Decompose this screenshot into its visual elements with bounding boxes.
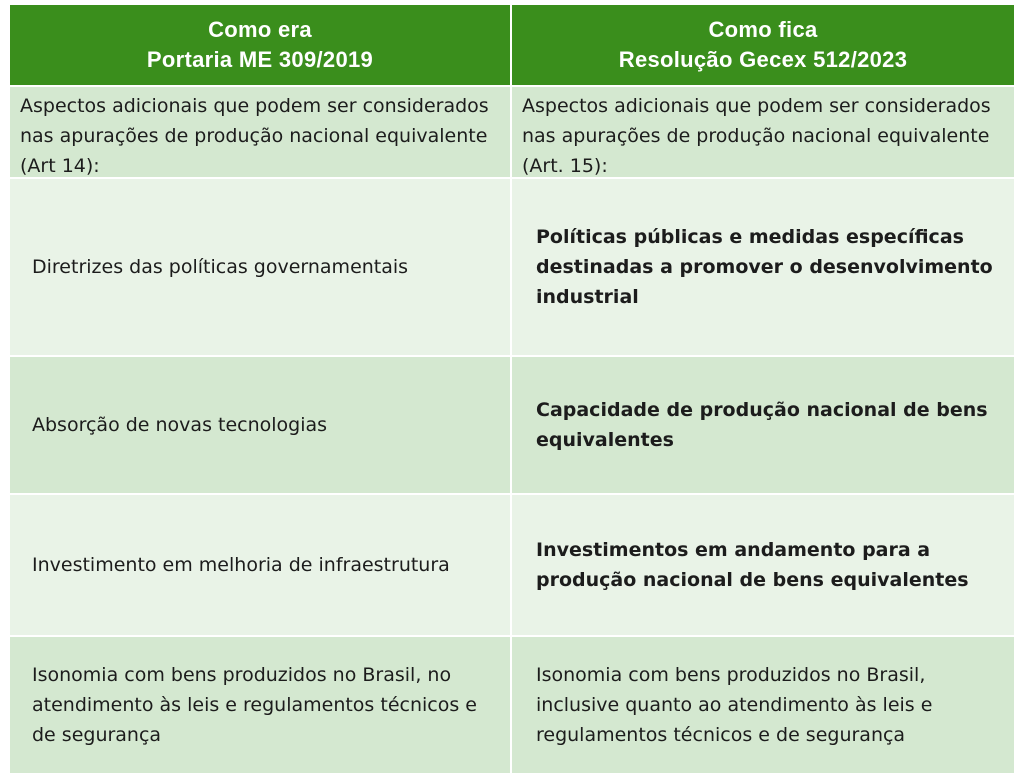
intro-row [10, 87, 1014, 179]
header-right-subtitle: Resolução Gecex 512/2023 [618, 47, 908, 72]
header-left-subtitle: Portaria ME 309/2019 [146, 47, 374, 72]
header-right-cell [512, 5, 1014, 85]
comparison-table [10, 5, 1014, 775]
table-row [10, 637, 1014, 775]
new-criterion-cell: Políticas públicas e medidas específicas destinadas a promover o desenvolvimento industrial [536, 226, 993, 308]
new-criterion-cell: Capacidade de produção nacional de bens equivalentes [536, 399, 988, 451]
intro-left-cell: Aspectos adicionais que podem ser considerados nas apurações de produção nacional equivalente (Art 14): [10, 87, 512, 177]
old-criterion-cell: Investimento em melhoria de infraestrutura [10, 495, 512, 635]
table-header-row [10, 5, 1014, 87]
table-row [10, 179, 1014, 357]
old-criterion-cell: Diretrizes das políticas governamentais [10, 179, 512, 355]
old-criterion-cell: Isonomia com bens produzidos no Brasil, no atendimento às leis e regulamentos técnicos e de segurança [10, 637, 512, 773]
table-row [10, 357, 1014, 495]
header-right-title: Como fica [708, 17, 818, 42]
header-left-cell [10, 5, 512, 85]
new-criterion-cell: Isonomia com bens produzidos no Brasil, inclusive quanto ao atendimento às leis e regulamentos técnicos e de segurança [536, 664, 933, 746]
table-row [10, 495, 1014, 637]
header-left-title: Como era [208, 17, 312, 42]
new-criterion-cell: Investimentos em andamento para a produção nacional de bens equivalentes [536, 539, 969, 591]
intro-right-cell: Aspectos adicionais que podem ser considerados nas apurações de produção nacional equivalente (Art. 15): [522, 95, 991, 177]
old-criterion-cell: Absorção de novas tecnologias [10, 357, 512, 493]
